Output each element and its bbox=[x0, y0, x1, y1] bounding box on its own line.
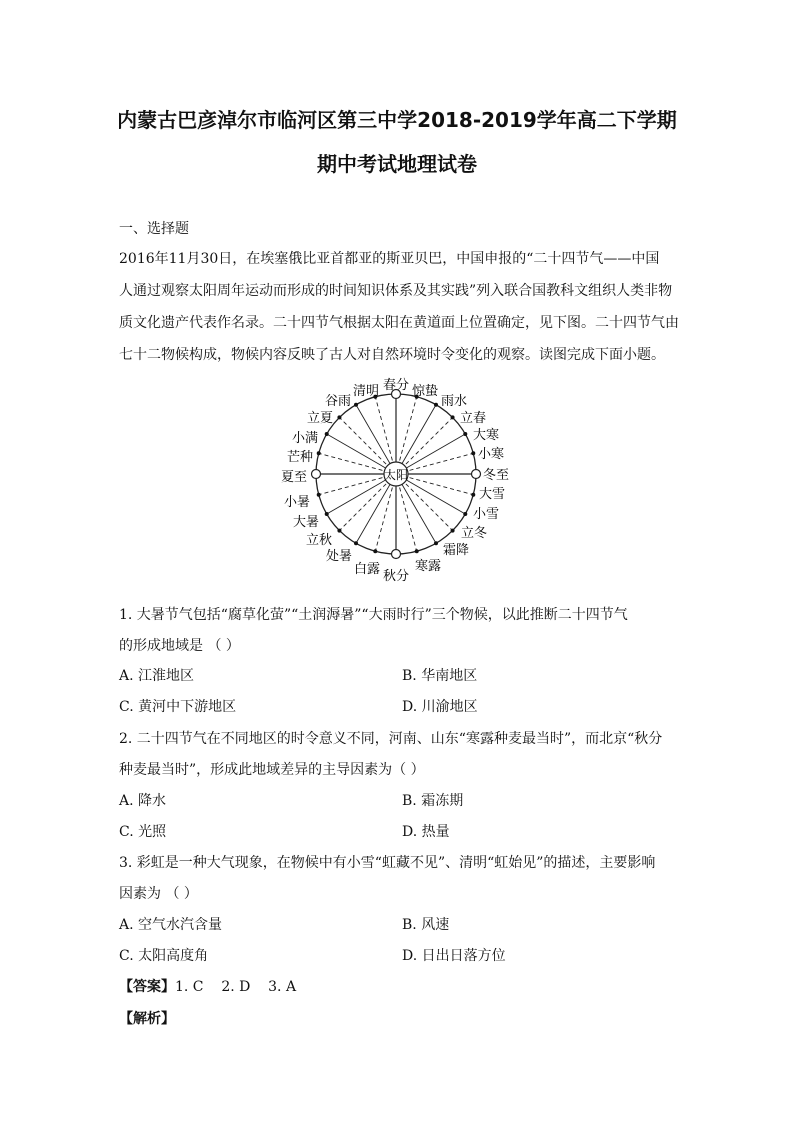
term-mangzhong: 芒种 bbox=[286, 450, 314, 465]
question-1-line-1: 1. 大暑节气包括“腐草化萤”“土润溽暑”“大雨时行”三个物候，以此推断二十四节气 bbox=[119, 607, 628, 623]
term-marker bbox=[337, 529, 341, 533]
term-marker bbox=[451, 529, 455, 533]
question-2-line-1: 2. 二十四节气在不同地区的时令意义不同，河南、山东“寒露种麦最当时”，而北京“秋分 bbox=[119, 731, 663, 747]
question-2-option-c: C. 光照 bbox=[119, 824, 167, 840]
term-bailu: 白露 bbox=[353, 562, 381, 577]
answer-text: 1. C 2. D 3. A bbox=[175, 979, 297, 995]
term-marker bbox=[337, 415, 341, 419]
term-marker bbox=[463, 432, 467, 436]
question-1-option-c: C. 黄河中下游地区 bbox=[119, 699, 237, 715]
term-shuangjiang: 霜降 bbox=[442, 543, 470, 558]
term-marker bbox=[354, 541, 358, 545]
term-marker bbox=[434, 541, 438, 545]
major-term-marker bbox=[472, 470, 481, 479]
term-daxue: 大雪 bbox=[478, 487, 506, 502]
question-3-line-1: 3. 彩虹是一种大气现象，在物候中有小雪“虹藏不见”、清明“虹始见”的描述，主要影响 bbox=[119, 855, 656, 871]
question-1-option-b: B. 华南地区 bbox=[402, 668, 478, 684]
term-marker bbox=[471, 451, 475, 455]
intro-line-2: 人通过观察太阳周年运动而形成的时间知识体系及其实践”列入联合国教科文组织人类非物 bbox=[119, 283, 673, 299]
term-hanlu: 寒露 bbox=[414, 559, 442, 574]
term-marker bbox=[317, 493, 321, 497]
term-xiazhi: 夏至 bbox=[280, 470, 308, 485]
term-marker bbox=[317, 451, 321, 455]
term-chunfen: 春分 bbox=[382, 378, 410, 393]
term-dashu: 大暑 bbox=[292, 515, 320, 530]
term-qiufen: 秋分 bbox=[382, 569, 410, 584]
question-2-option-b: B. 霜冻期 bbox=[402, 793, 464, 809]
question-2-option-d: D. 热量 bbox=[402, 824, 450, 840]
question-1-option-d: D. 川渝地区 bbox=[402, 699, 478, 715]
term-liqiu: 立秋 bbox=[305, 533, 333, 548]
intro-line-3: 质文化遗产代表作名录。二十四节气根据太阳在黄道面上位置确定，见下图。二十四节气由 bbox=[119, 315, 679, 331]
question-1-line-2: 的形成地域是 （ ） bbox=[119, 638, 240, 654]
term-marker bbox=[415, 549, 419, 553]
answer-label: 【答案】 bbox=[119, 979, 175, 995]
question-3-option-b: B. 风速 bbox=[402, 917, 450, 933]
term-qingming: 清明 bbox=[352, 384, 380, 399]
term-dahan: 大寒 bbox=[472, 428, 500, 443]
term-marker bbox=[463, 512, 467, 516]
major-term-marker bbox=[392, 550, 401, 559]
term-marker bbox=[434, 403, 438, 407]
term-xiaohan: 小寒 bbox=[477, 447, 505, 462]
term-marker bbox=[373, 549, 377, 553]
term-lixia: 立夏 bbox=[306, 411, 334, 426]
term-marker bbox=[471, 493, 475, 497]
term-lichun: 立春 bbox=[459, 411, 487, 426]
term-xiaoxue: 小雪 bbox=[472, 507, 500, 522]
answer-line bbox=[119, 976, 296, 996]
question-3-option-d: D. 日出日落方位 bbox=[402, 948, 506, 964]
question-3-option-c: C. 太阳高度角 bbox=[119, 948, 209, 964]
term-yushui: 雨水 bbox=[440, 394, 468, 409]
question-1-option-a: A. 江淮地区 bbox=[119, 668, 195, 684]
intro-line-1: 2016年11月30日，在埃塞俄比亚首都亚的斯亚贝巴，中国申报的“二十四节气——中国 bbox=[119, 251, 660, 267]
term-chushu: 处暑 bbox=[325, 549, 353, 564]
question-3-option-a: A. 空气水汽含量 bbox=[119, 917, 223, 933]
analysis-heading: 【解析】 bbox=[119, 1011, 175, 1027]
page-title-line-1: 内蒙古巴彦淖尔市临河区第三中学2018-2019学年高二下学期 bbox=[117, 108, 677, 132]
term-marker bbox=[354, 403, 358, 407]
term-dongzhi: 冬至 bbox=[482, 468, 510, 483]
term-lidong: 立冬 bbox=[460, 526, 488, 541]
term-xiaoman: 小满 bbox=[291, 431, 319, 446]
page-title-line-2: 期中考试地理试卷 bbox=[317, 152, 477, 176]
term-jingzhe: 惊蛰 bbox=[411, 384, 439, 399]
term-marker bbox=[451, 415, 455, 419]
term-guyu: 谷雨 bbox=[324, 394, 352, 409]
term-marker bbox=[325, 432, 329, 436]
major-term-marker bbox=[312, 470, 321, 479]
intro-line-4: 七十二物候构成，物候内容反映了古人对自然环境时令变化的观察。读图完成下面小题。 bbox=[119, 347, 665, 363]
term-marker bbox=[325, 512, 329, 516]
sun-label: 太阳 bbox=[383, 468, 409, 482]
question-3-line-2: 因素为 （ ） bbox=[119, 886, 198, 902]
term-xiaoshu: 小暑 bbox=[283, 495, 311, 510]
solar-terms-diagram bbox=[270, 375, 520, 585]
section-heading: 一、选择题 bbox=[119, 221, 189, 237]
question-2-line-2: 种麦最当时”，形成此地域差异的主导因素为（ ） bbox=[119, 762, 425, 778]
question-2-option-a: A. 降水 bbox=[119, 793, 167, 809]
